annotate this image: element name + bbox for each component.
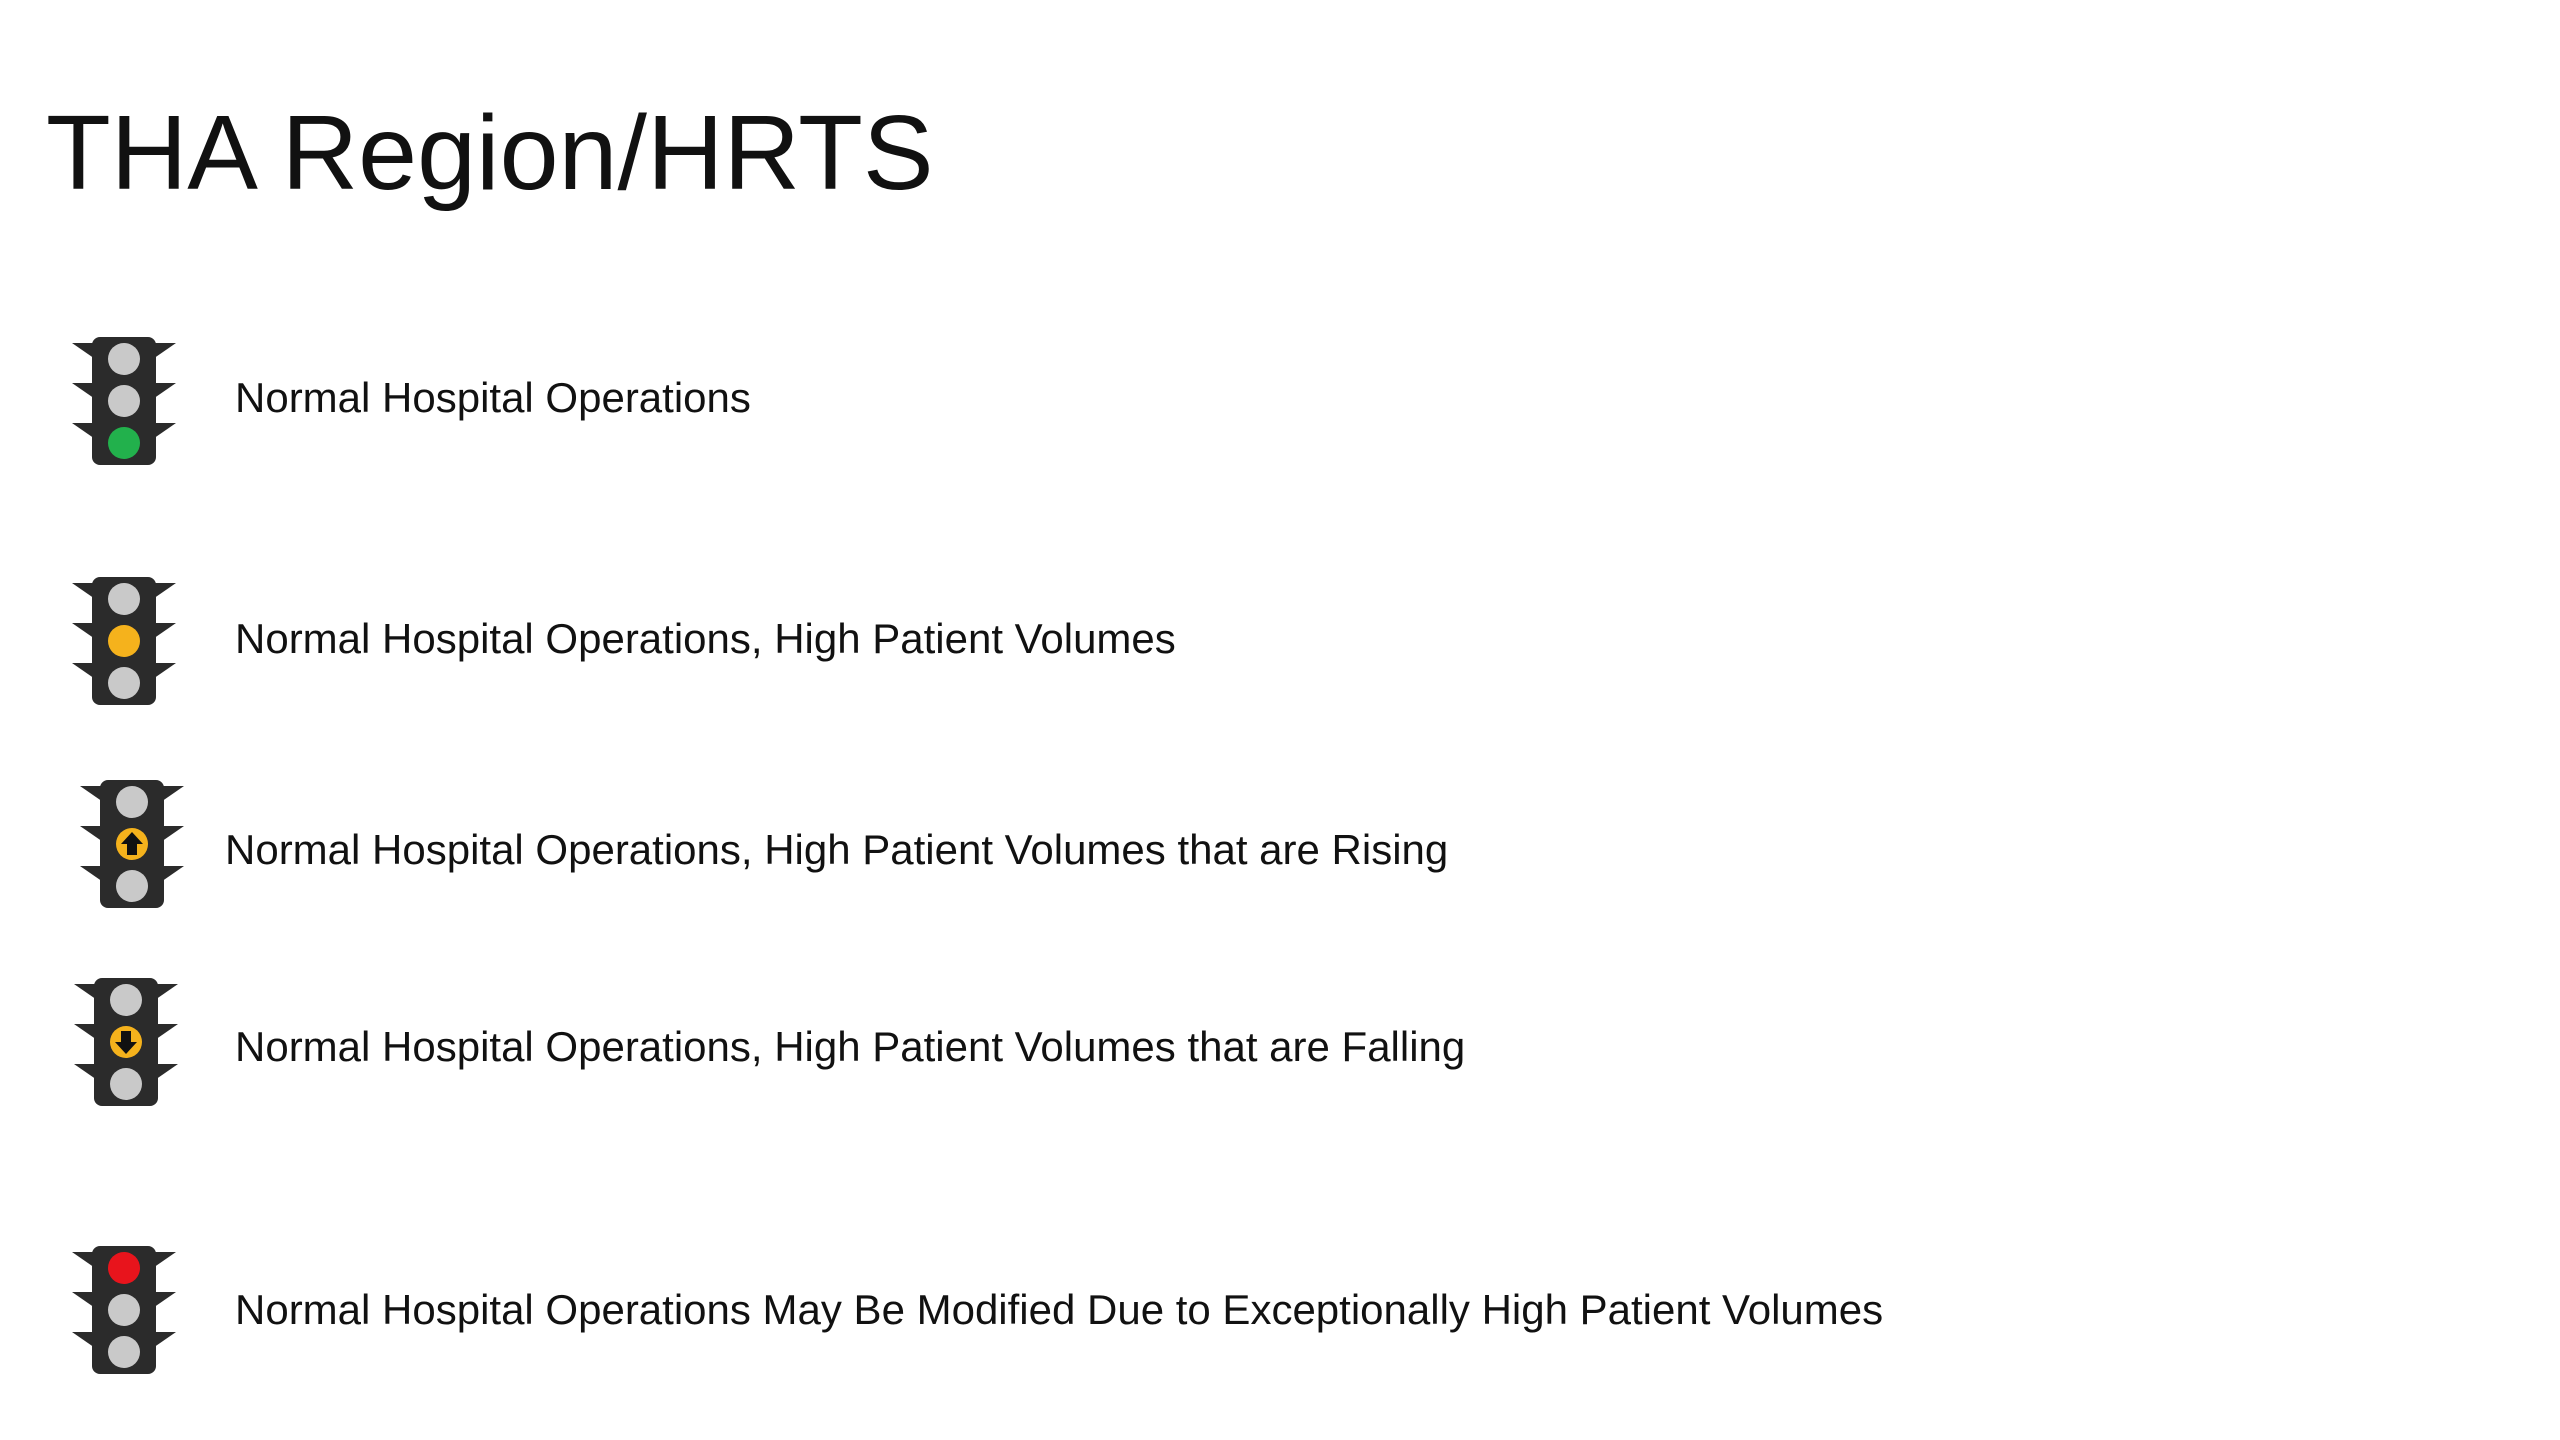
legend-row-yellow xyxy=(0,565,2560,715)
traffic-light-svg xyxy=(72,776,192,916)
traffic-light-green-icon xyxy=(64,333,184,473)
traffic-light-svg xyxy=(64,1242,184,1382)
legend-row-yellow-rising xyxy=(0,772,2560,922)
legend-row-green xyxy=(0,325,2560,475)
slide-title: THA Region/HRTS xyxy=(46,94,934,212)
traffic-light-yellow-icon xyxy=(64,573,184,713)
traffic-light-red-icon xyxy=(64,1242,184,1382)
traffic-light-svg xyxy=(64,573,184,713)
legend-label-yellow-rising: Normal Hospital Operations, High Patient Volumes that are Rising xyxy=(225,826,1449,873)
legend-label-green: Normal Hospital Operations xyxy=(235,374,751,421)
legend-label-yellow: Normal Hospital Operations, High Patient Volumes xyxy=(235,615,1176,662)
traffic-light-svg xyxy=(66,974,186,1114)
legend-label-yellow-falling: Normal Hospital Operations, High Patient Volumes that are Falling xyxy=(235,1023,1466,1070)
legend-row-red xyxy=(0,1238,2560,1388)
legend-label-red: Normal Hospital Operations May Be Modified Due to Exceptionally High Patient Volumes xyxy=(235,1286,1884,1333)
traffic-light-yellow-up-arrow-icon xyxy=(72,776,192,916)
traffic-light-yellow-down-arrow-icon xyxy=(66,974,186,1114)
traffic-light-svg xyxy=(64,333,184,473)
legend-row-yellow-falling xyxy=(0,970,2560,1120)
